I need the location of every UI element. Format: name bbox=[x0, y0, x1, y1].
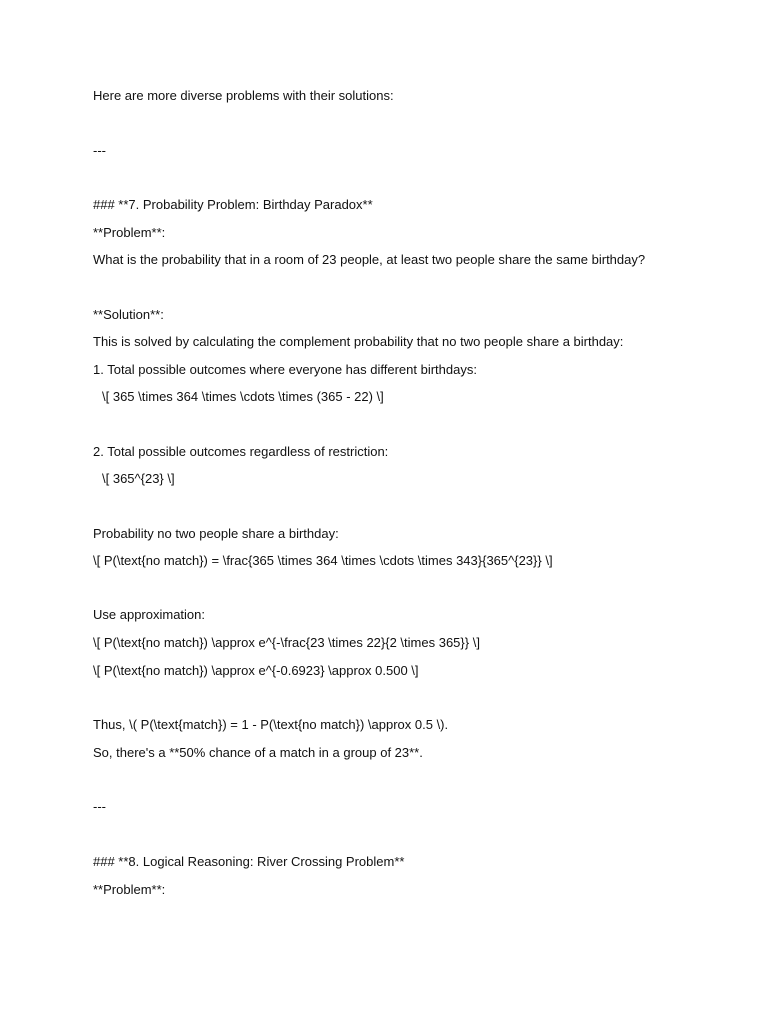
formula-line: \[ P(\text{no match}) \approx e^{-0.6923} \approx 0.500 \] bbox=[93, 663, 419, 678]
step-2-text: 2. Total possible outcomes regardless of restriction: bbox=[93, 444, 389, 459]
conclusion-text: So, there's a **50% chance of a match in a group of 23**. bbox=[93, 745, 423, 760]
problem-text: What is the probability that in a room of 23 people, at least two people share the same birthday? bbox=[93, 252, 646, 267]
step-1-text: 1. Total possible outcomes where everyone has different birthdays: bbox=[93, 362, 477, 377]
approximation-label: Use approximation: bbox=[93, 607, 205, 622]
solution-text: This is solved by calculating the complement probability that no two people share a birthday: bbox=[93, 334, 624, 349]
conclusion-text: Thus, \( P(\text{match}) = 1 - P(\text{no match}) \approx 0.5 \). bbox=[93, 717, 449, 732]
formula-line: \[ P(\text{no match}) = \frac{365 \times 364 \times \cdots \times 343}{365^{23}} \] bbox=[93, 553, 553, 568]
formula-line: \[ 365^{23} \] bbox=[102, 471, 175, 486]
section-heading-7: ### **7. Probability Problem: Birthday Paradox** bbox=[93, 197, 373, 212]
separator: --- bbox=[93, 143, 106, 158]
problem-label: **Problem**: bbox=[93, 225, 166, 240]
formula-line: \[ 365 \times 364 \times \cdots \times (365 - 22) \] bbox=[102, 389, 384, 404]
solution-label: **Solution**: bbox=[93, 307, 164, 322]
intro-text: Here are more diverse problems with their solutions: bbox=[93, 88, 394, 103]
separator: --- bbox=[93, 799, 106, 814]
problem-label: **Problem**: bbox=[93, 882, 166, 897]
formula-line: \[ P(\text{no match}) \approx e^{-\frac{23 \times 22}{2 \times 365}} \] bbox=[93, 635, 480, 650]
probability-text: Probability no two people share a birthday: bbox=[93, 526, 339, 541]
section-heading-8: ### **8. Logical Reasoning: River Crossing Problem** bbox=[93, 854, 405, 869]
